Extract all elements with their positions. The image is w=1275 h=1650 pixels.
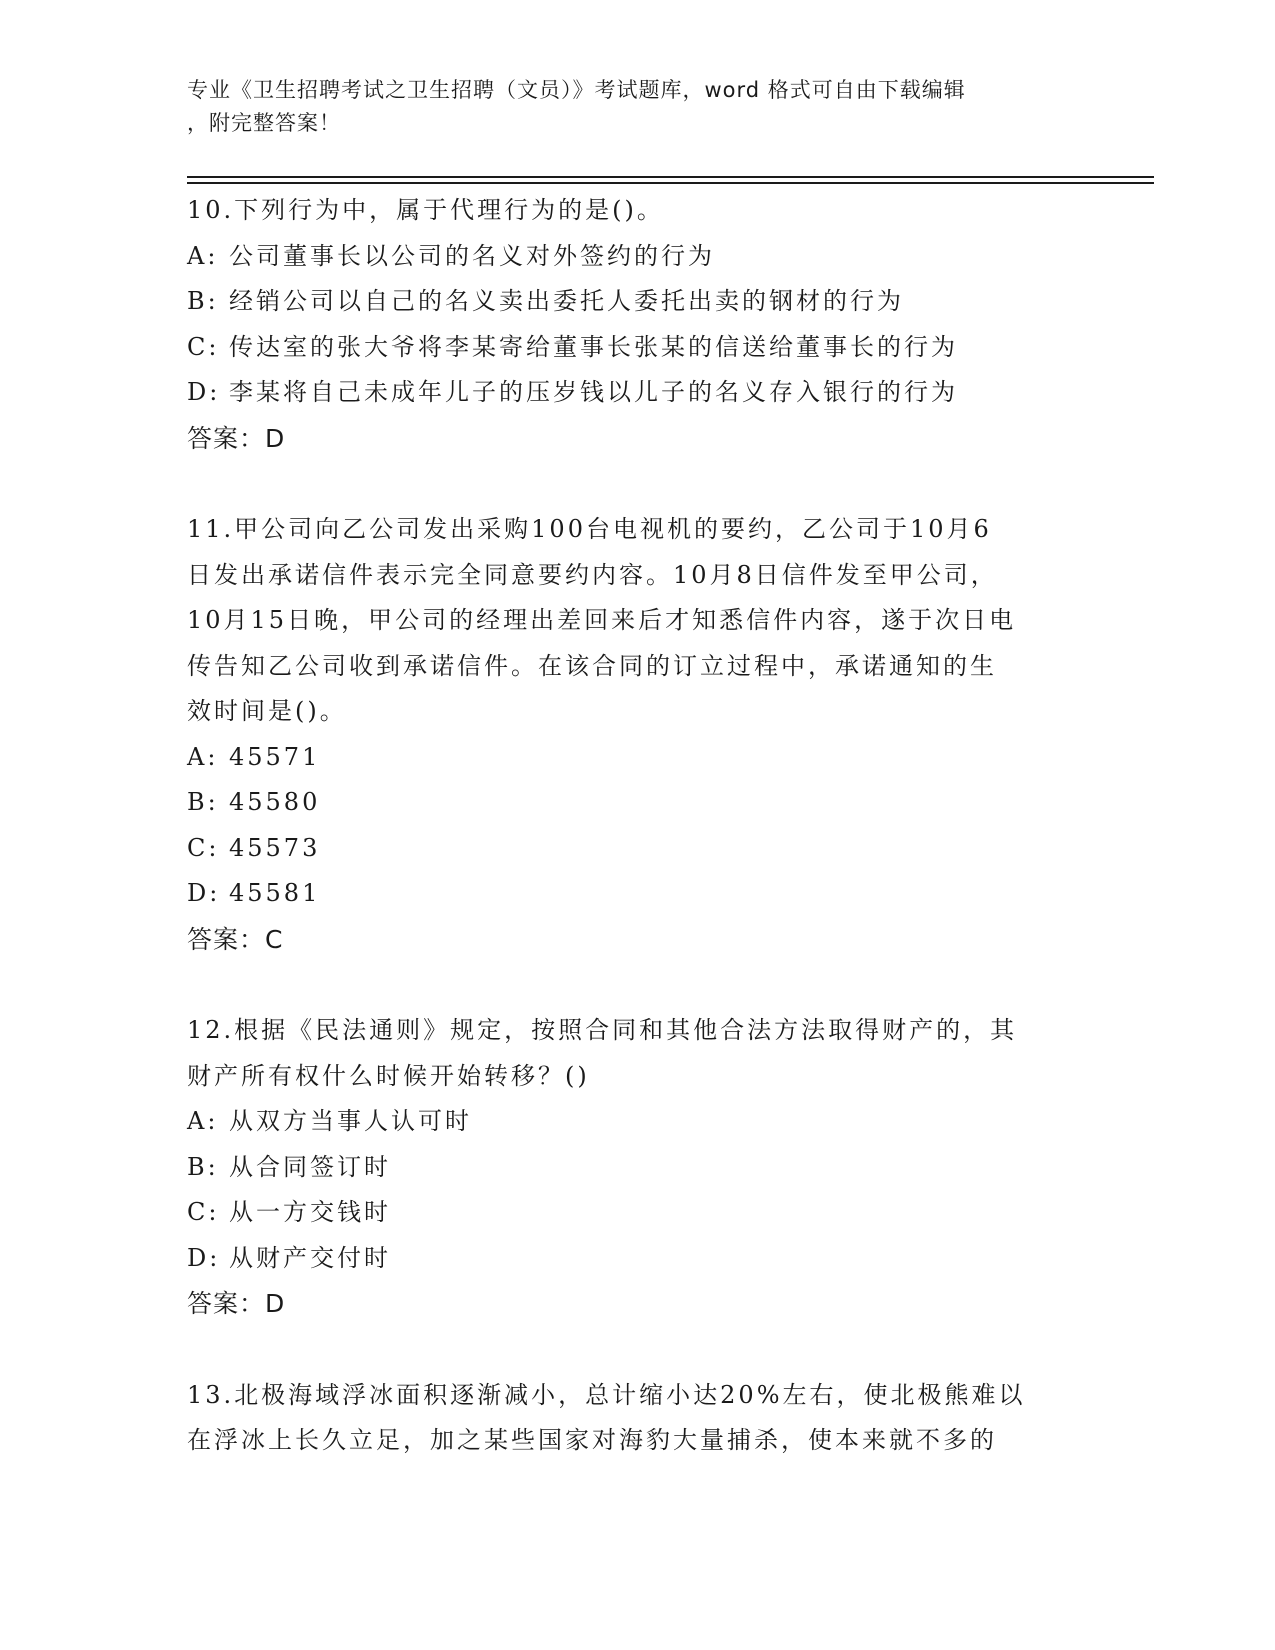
option-key: A: (187, 241, 219, 270)
option-text: 公司董事长以公司的名义对外签约的行为 (229, 241, 715, 270)
question-text-line: 11.甲公司向乙公司发出采购100台电视机的要约，乙公司于10月6 (187, 515, 992, 543)
answer-option (187, 370, 1077, 416)
question-text-line: 12.根据《民法通则》规定，按照合同和其他合法方法取得财产的，其 (187, 1016, 1018, 1044)
header-line-1: 专业《卫生招聘考试之卫生招聘（文员）》考试题库，word 格式可自由下载编辑 (187, 78, 966, 102)
option-key: D: (187, 378, 221, 406)
header-line-2: ，附完整答案！ (187, 111, 341, 135)
question-text-line: 10月15日晚，甲公司的经理出差回来后才知悉信件内容，遂于次日电 (187, 606, 1017, 634)
answer-line: 答案：D (187, 1289, 286, 1318)
option-key: D: (187, 879, 221, 907)
option-key: A: (187, 1107, 219, 1135)
option-text: 45573 (229, 833, 321, 862)
option-key: B: (187, 287, 219, 315)
answer-option (187, 325, 1077, 371)
option-key: A: (187, 742, 219, 771)
answer-option (187, 1099, 1077, 1145)
question-block (187, 188, 1077, 461)
option-text: 经销公司以自己的名义卖出委托人委托出卖的钢材的行为 (229, 287, 904, 315)
question-text-line: 传告知乙公司收到承诺信件。在该合同的订立过程中，承诺通知的生 (187, 651, 997, 680)
question-text-line: 13.北极海域浮冰面积逐渐减小，总计缩小达20%左右，使北极熊难以 (187, 1380, 1026, 1409)
question-block (187, 1008, 1077, 1327)
option-key: C: (187, 332, 220, 361)
option-key: C: (187, 1198, 220, 1226)
question-spacer (187, 962, 1077, 1008)
question-list (187, 188, 1077, 1464)
answer-option (187, 279, 1077, 325)
option-text: 从一方交钱时 (229, 1198, 391, 1226)
option-text: 传达室的张大爷将李某寄给董事长张某的信送给董事长的行为 (229, 332, 958, 361)
option-text: 45581 (229, 879, 321, 907)
answer-option (187, 1236, 1077, 1282)
question-block (187, 507, 1077, 962)
option-text: 李某将自己未成年儿子的压岁钱以儿子的名义存入银行的行为 (229, 378, 958, 406)
option-text: 从双方当事人认可时 (229, 1107, 472, 1135)
question-text-line: 10.下列行为中，属于代理行为的是()。 (187, 196, 664, 224)
answer-option (187, 871, 1077, 917)
question-text-line: 在浮冰上长久立足，加之某些国家对海豹大量捕杀，使本来就不多的 (187, 1426, 997, 1454)
option-text: 从合同签订时 (229, 1152, 391, 1181)
question-text-line: 效时间是()。 (187, 697, 347, 725)
answer-option (187, 1145, 1077, 1191)
option-text: 45571 (229, 742, 321, 771)
option-key: B: (187, 788, 219, 816)
question-text-line: 财产所有权什么时候开始转移？() (187, 1061, 590, 1090)
option-key: D: (187, 1243, 221, 1272)
document-header (187, 74, 1067, 140)
answer-line: 答案：C (187, 924, 284, 954)
answer-option (187, 780, 1077, 826)
answer-option (187, 826, 1077, 872)
question-spacer (187, 461, 1077, 507)
option-text: 45580 (229, 788, 321, 816)
question-text-line: 日发出承诺信件表示完全同意要约内容。10月8日信件发至甲公司， (187, 560, 998, 589)
question-spacer (187, 1327, 1077, 1373)
option-text: 从财产交付时 (229, 1243, 391, 1272)
header-rule-top (187, 176, 1154, 178)
header-rule-bottom (187, 182, 1154, 184)
answer-line: 答案：D (187, 423, 286, 453)
answer-option (187, 234, 1077, 280)
question-block (187, 1373, 1077, 1464)
answer-option (187, 1190, 1077, 1236)
option-key: B: (187, 1152, 219, 1181)
option-key: C: (187, 833, 220, 862)
answer-option (187, 735, 1077, 781)
